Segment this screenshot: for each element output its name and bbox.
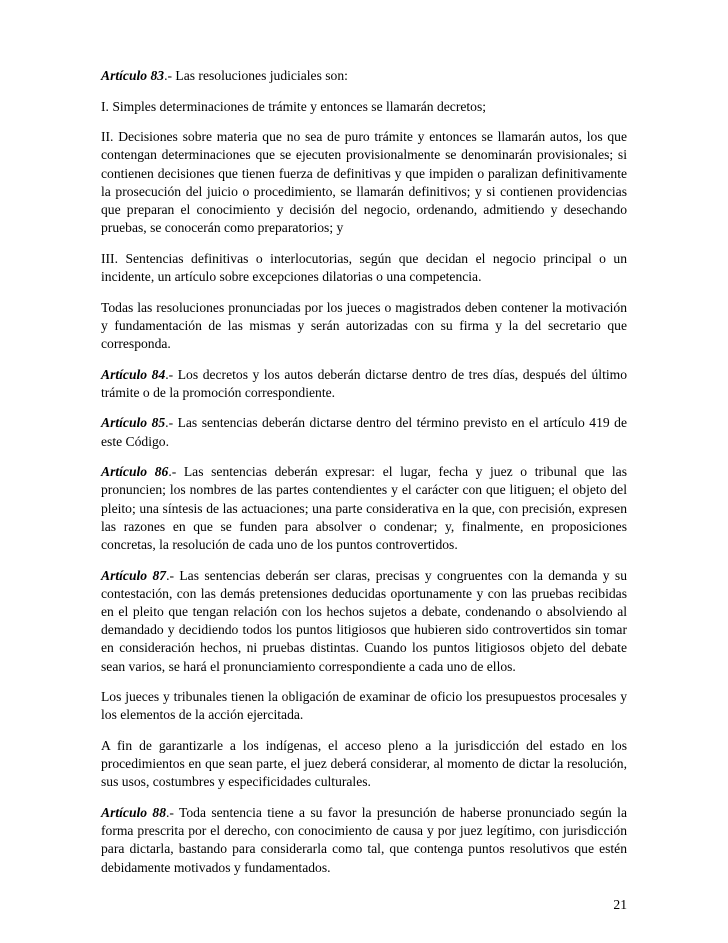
paragraph-text: Todas las resoluciones pronunciadas por los jueces o magistrados deben contener la motivación y fundamentación de las mismas y serán autorizadas con su firma y la del secretario que corresponda. xyxy=(101,299,627,351)
paragraph-indigenous-access xyxy=(101,737,627,792)
paragraph-article-87 xyxy=(101,567,627,676)
paragraph-resolutions xyxy=(101,299,627,354)
article-text: .- Las sentencias deberán dictarse dentro del término previsto en el artículo 419 de este Código. xyxy=(101,415,628,449)
paragraph-text: III. Sentencias definitivas o interlocutorias, según que decidan el negocio principal o un incidente, un artículo sobre excepciones dilatorias o una competencia. xyxy=(101,250,627,284)
paragraph-article-83 xyxy=(101,67,627,85)
paragraph-text: II. Decisiones sobre materia que no sea de puro trámite y entonces se llamarán autos, los que contengan determinaciones que se ejecuten provisionalmente se denominarán provisionales; si contienen decisiones que tienen fuerza de definitivas y que impiden o paralizan definitivamente la prosecución del juicio o procedimiento, se llamarán definitivos; y si contienen providencias que preparan el conocimiento y decisión del negocio, ordenando, admitiendo y desechando pruebas, se conocerán como preparatorios; y xyxy=(101,129,627,236)
article-label: Artículo 85 xyxy=(101,415,166,431)
article-label: Artículo 84 xyxy=(101,366,166,382)
paragraph-text: A fin de garantizarle a los indígenas, el acceso pleno a la jurisdicción del estado en los procedimientos en que sean parte, el juez deberá considerar, al momento de dictar la resolución, sus usos, costumbres y especificidades culturales. xyxy=(101,738,627,790)
article-label: Artículo 87 xyxy=(101,567,167,583)
paragraph-text: Los jueces y tribunales tienen la obligación de examinar de oficio los presupuestos procesales y los elementos de la acción ejercitada. xyxy=(101,689,627,723)
document-page xyxy=(101,67,627,889)
article-text: .- Toda sentencia tiene a su favor la presunción de haberse pronunciado según la forma prescrita por el derecho, con conocimiento de causa y por juez legítimo, con jurisdicción para dictarla, bastando para considerarla como tal, que contenga puntos resolutivos que estén debidamente motivados y fundamentados. xyxy=(101,805,627,875)
paragraph-fraction-i xyxy=(101,98,627,116)
paragraph-procedural-requirements xyxy=(101,688,627,724)
article-text: .- Las sentencias deberán ser claras, precisas y congruentes con la demanda y su contestación, con las demás pretensiones deducidas oportunamente y con las pruebas recibidas en el pleito que tengan relación con los hechos sujetos a debate, condenando o absolviendo al demandado y decidiendo todos los puntos litigiosos que hubieren sido controvertidos sin tomar en consideración hechos, ni pruebas distintas. Cuando los puntos litigiosos objeto del debate sean varios, se hará el pronunciamiento correspondiente a cada uno de ellos. xyxy=(101,567,628,674)
page-number: 21 xyxy=(613,897,627,912)
article-label: Artículo 83 xyxy=(101,68,165,83)
paragraph-fraction-ii xyxy=(101,128,627,237)
paragraph-article-84 xyxy=(101,366,627,402)
paragraph-article-86 xyxy=(101,463,627,554)
article-text: .- Los decretos y los autos deberán dictarse dentro de tres días, después del último trámite o de la promoción correspondiente. xyxy=(101,366,628,400)
paragraph-text: I. Simples determinaciones de trámite y entonces se llamarán decretos; xyxy=(101,98,487,114)
article-text: .- Las sentencias deberán expresar: el lugar, fecha y juez o tribunal que las pronuncien; los nombres de las partes contendientes y el carácter con que litiguen; el objeto del pleito; una síntesis de las actuaciones; una parte considerativa en la que, con precisión, expresen las razones en que se funden para absolver o condenar; y, finalmente, en proposiciones concretas, la resolución de cada uno de los puntos controvertidos. xyxy=(101,464,627,552)
paragraph-fraction-iii xyxy=(101,250,627,286)
article-label: Artículo 86 xyxy=(101,464,169,480)
paragraph-article-88 xyxy=(101,804,627,877)
article-text: .- Las resoluciones judiciales son: xyxy=(164,68,348,83)
article-label: Artículo 88 xyxy=(101,805,166,820)
paragraph-article-85 xyxy=(101,414,627,450)
